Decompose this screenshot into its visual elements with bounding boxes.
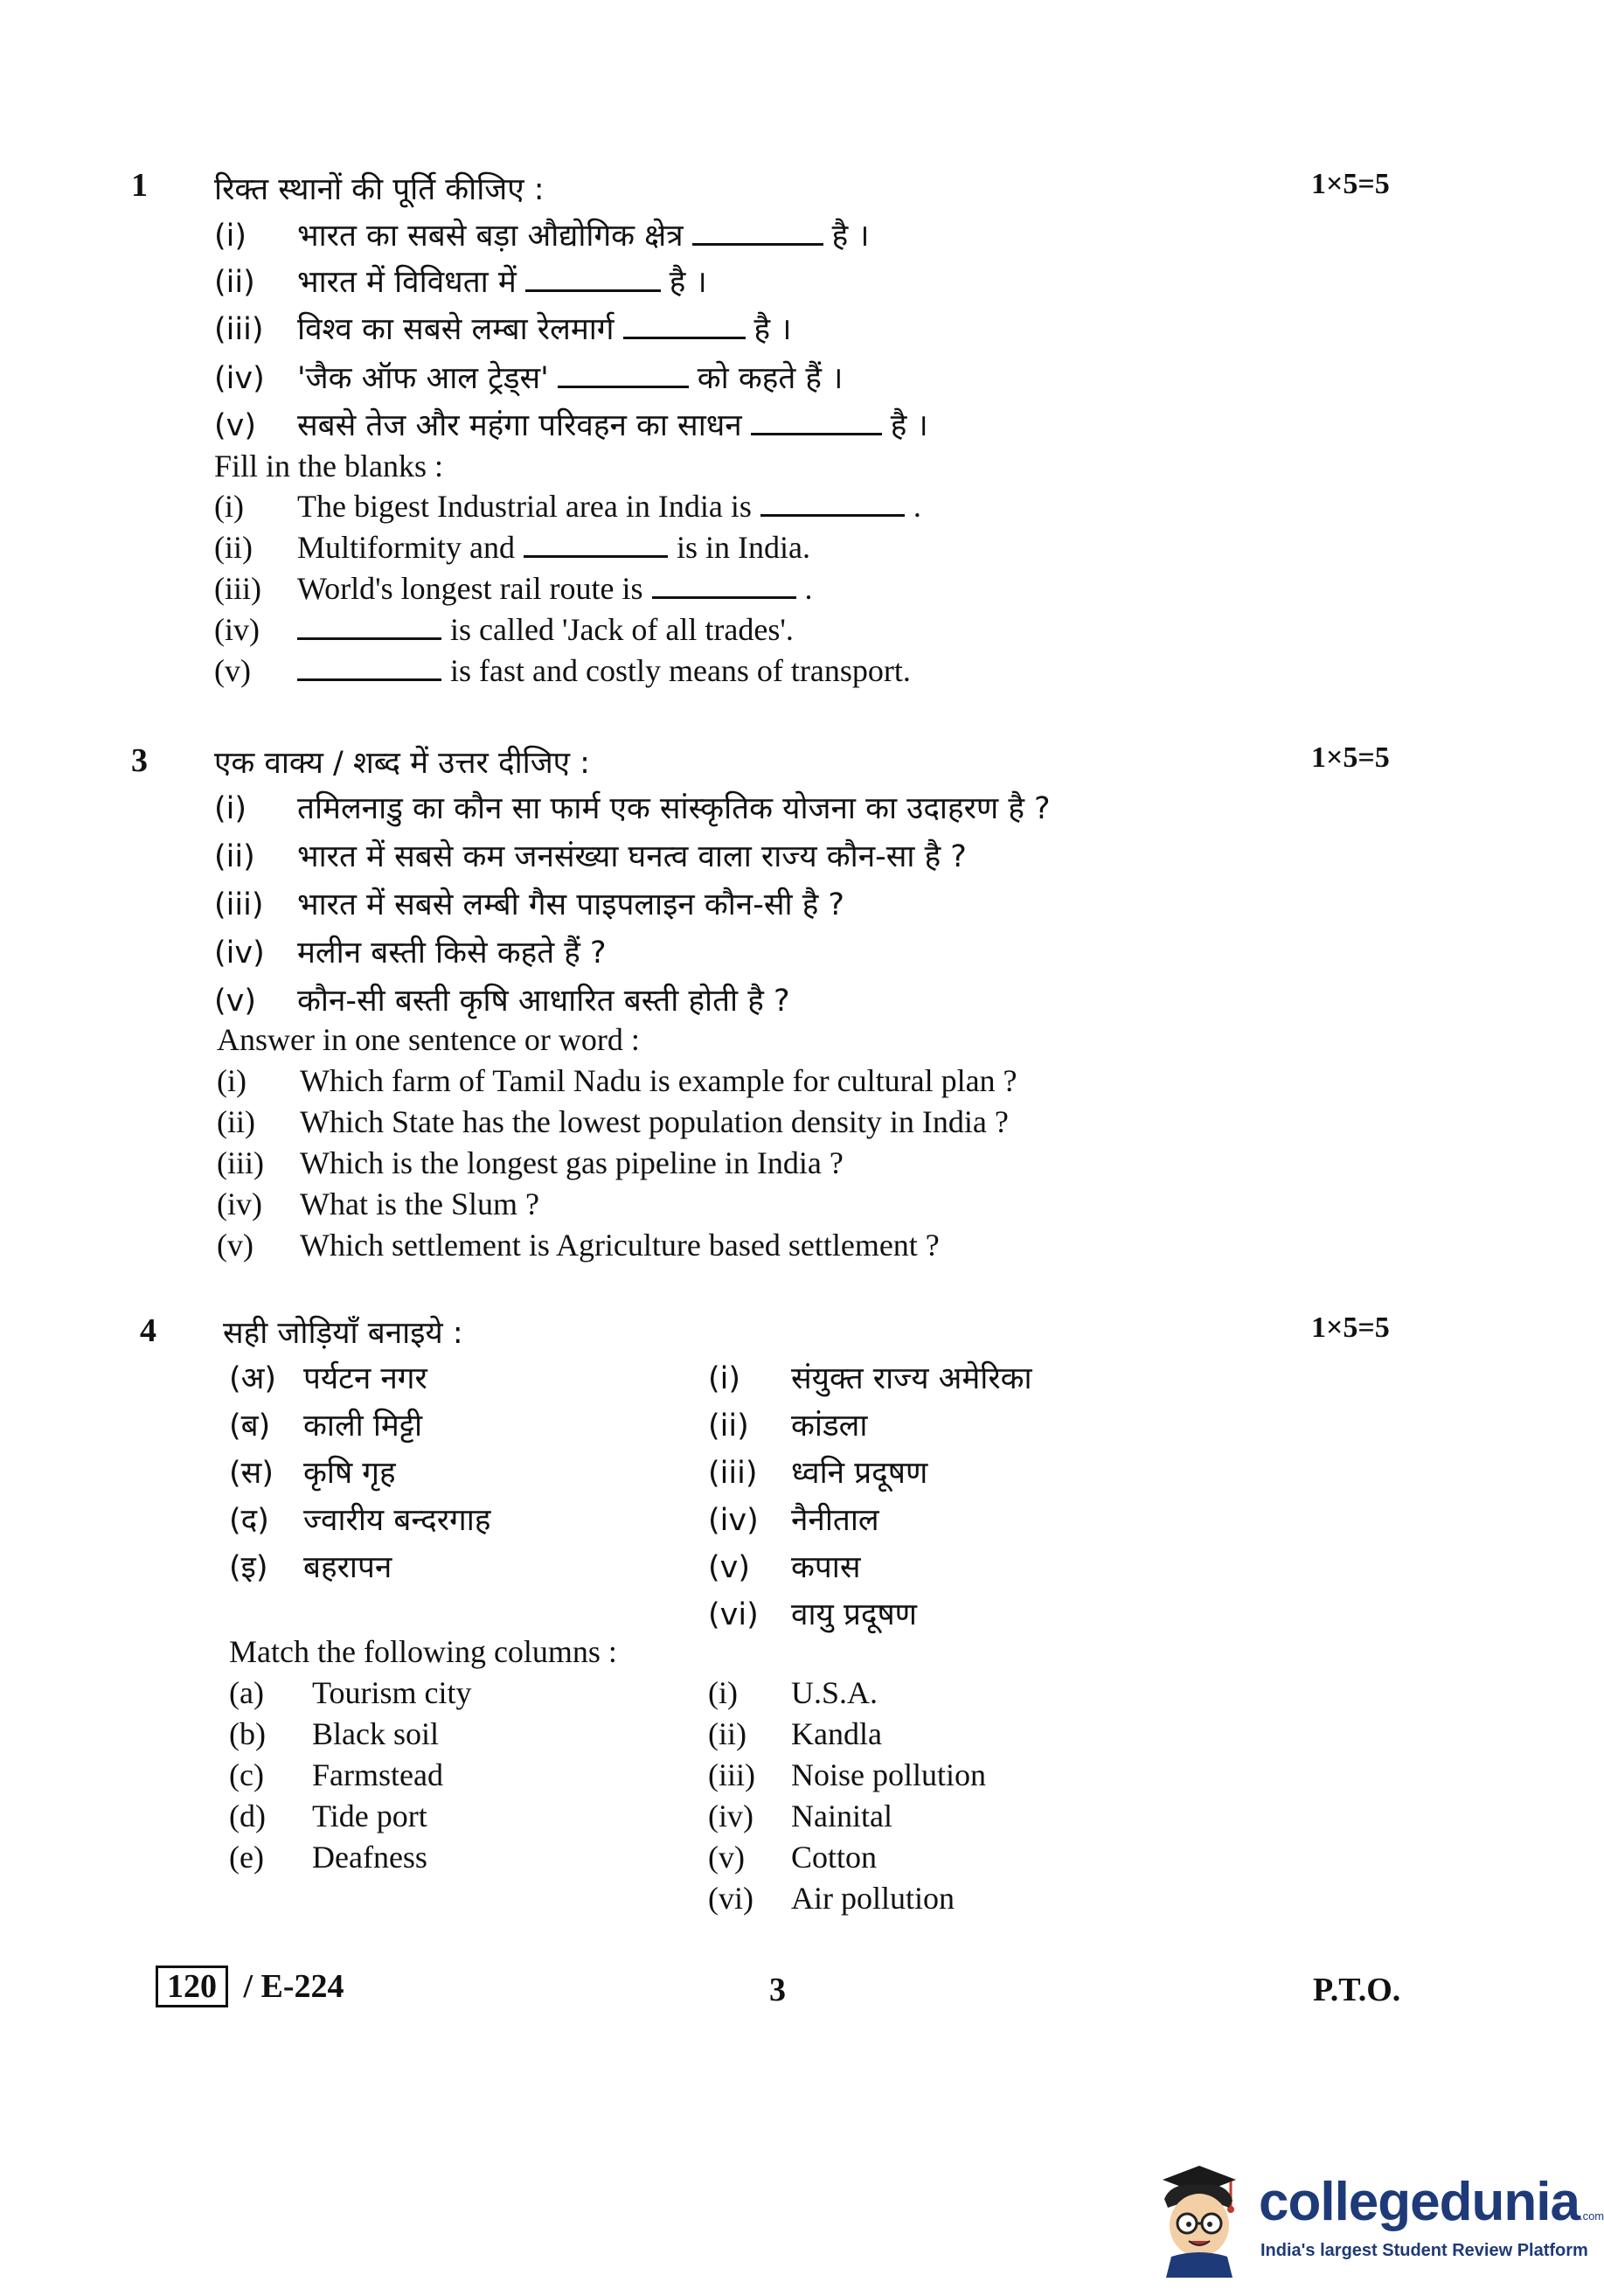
list-item: (iii) World's longest rail route is . [214,571,813,606]
list-item: (iii) विश्व का सबसे लम्बा रेलमार्ग है । [214,312,792,347]
match-right-item: (v) Cotton [708,1840,878,1875]
match-right-item: (ii) कांडला [708,1409,868,1444]
match-left-item: (ब) काली मिट्टी [229,1409,423,1444]
paper-code-box: 120 [156,1966,228,2007]
pto-label: P.T.O. [1313,1972,1401,2008]
list-item: (iv) 'जैक ऑफ आल ट्रेड्स' को कहते हैं । [214,361,844,396]
match-right-item: (i) संयुक्त राज्य अमेरिका [708,1361,1032,1396]
match-right-item: (iii) Noise pollution [708,1757,986,1792]
match-left-item: (b) Black soil [229,1716,439,1751]
match-left-item: (c) Farmstead [229,1757,443,1792]
list-item: (v) Which settlement is Agriculture based settlement ? [217,1228,940,1263]
question-number: 1 [131,167,148,204]
list-item: (v) कौन-सी बस्ती कृषि आधारित बस्ती होती है ? [214,984,790,1019]
list-item: (ii) Which State has the lowest population density in India ? [217,1104,1009,1139]
match-left-item: (d) Tide port [229,1799,427,1833]
list-item: (iv) मलीन बस्ती किसे कहते हैं ? [214,936,607,971]
match-right-item: (vi) वायु प्रदूषण [708,1597,917,1632]
question-title-english: Answer in one sentence or word : [217,1022,640,1057]
list-item: (i) Which farm of Tamil Nadu is example for cultural plan ? [217,1063,1017,1098]
list-item: (iii) Which is the longest gas pipeline in India ? [217,1145,844,1180]
marks-label: 1×5=5 [1311,1312,1390,1344]
brand-tagline: India's largest Student Review Platform [1260,2241,1588,2260]
list-item: (ii) भारत में विविधता में है । [214,265,707,300]
match-right-item: (v) कपास [708,1550,861,1585]
list-item: (iv) What is the Slum ? [217,1186,539,1221]
marks-label: 1×5=5 [1311,741,1390,774]
match-right-item: (i) U.S.A. [708,1675,878,1710]
brand-suffix: .com [1579,2209,1604,2223]
match-left-item: (स) कृषि गृह [229,1456,396,1491]
list-item: (i) भारत का सबसे बड़ा औद्योगिक क्षेत्र है । [214,219,870,254]
list-item: (iv) is called 'Jack of all trades'. [214,612,794,647]
student-mascot-icon [1145,2146,1250,2278]
paper-code [156,1967,344,2006]
list-item: (ii) Multiformity and is in India. [214,530,810,565]
question-number: 3 [131,742,148,779]
match-right-item: (iv) नैनीताल [708,1503,879,1538]
match-right-item: (ii) Kandla [708,1716,882,1751]
list-item: (i) The bigest Industrial area in India is . [214,489,921,524]
question-title-english: Match the following columns : [229,1634,617,1669]
question-title-english: Fill in the blanks : [214,449,444,484]
marks-label: 1×5=5 [1311,168,1390,200]
list-item: (iii) भारत में सबसे लम्बी गैस पाइपलाइन कौन-सी है ? [214,887,844,922]
match-left-item: (a) Tourism city [229,1675,472,1710]
match-left-item: (द) ज्वारीय बन्दरगाह [229,1503,491,1538]
list-item: (v) सबसे तेज और महंगा परिवहन का साधन है । [214,408,928,443]
match-right-item: (iii) ध्वनि प्रदूषण [708,1456,928,1491]
list-item: (ii) भारत में सबसे कम जनसंख्या घनत्व वाला राज्य कौन-सा है ? [214,839,967,874]
page-number: 3 [769,1972,786,2008]
match-left-item: (अ) पर्यटन नगर [229,1361,427,1396]
question-title-hindi: एक वाक्य / शब्द में उत्तर दीजिए : [214,746,590,781]
match-right-item: (vi) Air pollution [708,1881,955,1916]
question-title-hindi: रिक्त स्थानों की पूर्ति कीजिए : [214,172,545,207]
question-number: 4 [140,1312,156,1349]
brand-name: collegedunia [1259,2172,1580,2232]
match-left-item: (e) Deafness [229,1840,427,1875]
list-item: (v) is fast and costly means of transport. [214,653,911,688]
paper-code-suffix: / E-224 [243,1968,344,2005]
watermark-logo [1145,2146,1604,2286]
question-title-hindi: सही जोड़ियाँ बनाइये : [223,1316,463,1351]
match-left-item: (इ) बहरापन [229,1550,392,1585]
match-right-item: (iv) Nainital [708,1799,892,1833]
list-item: (i) तमिलनाडु का कौन सा फार्म एक सांस्कृतिक योजना का उदाहरण है ? [214,791,1051,826]
